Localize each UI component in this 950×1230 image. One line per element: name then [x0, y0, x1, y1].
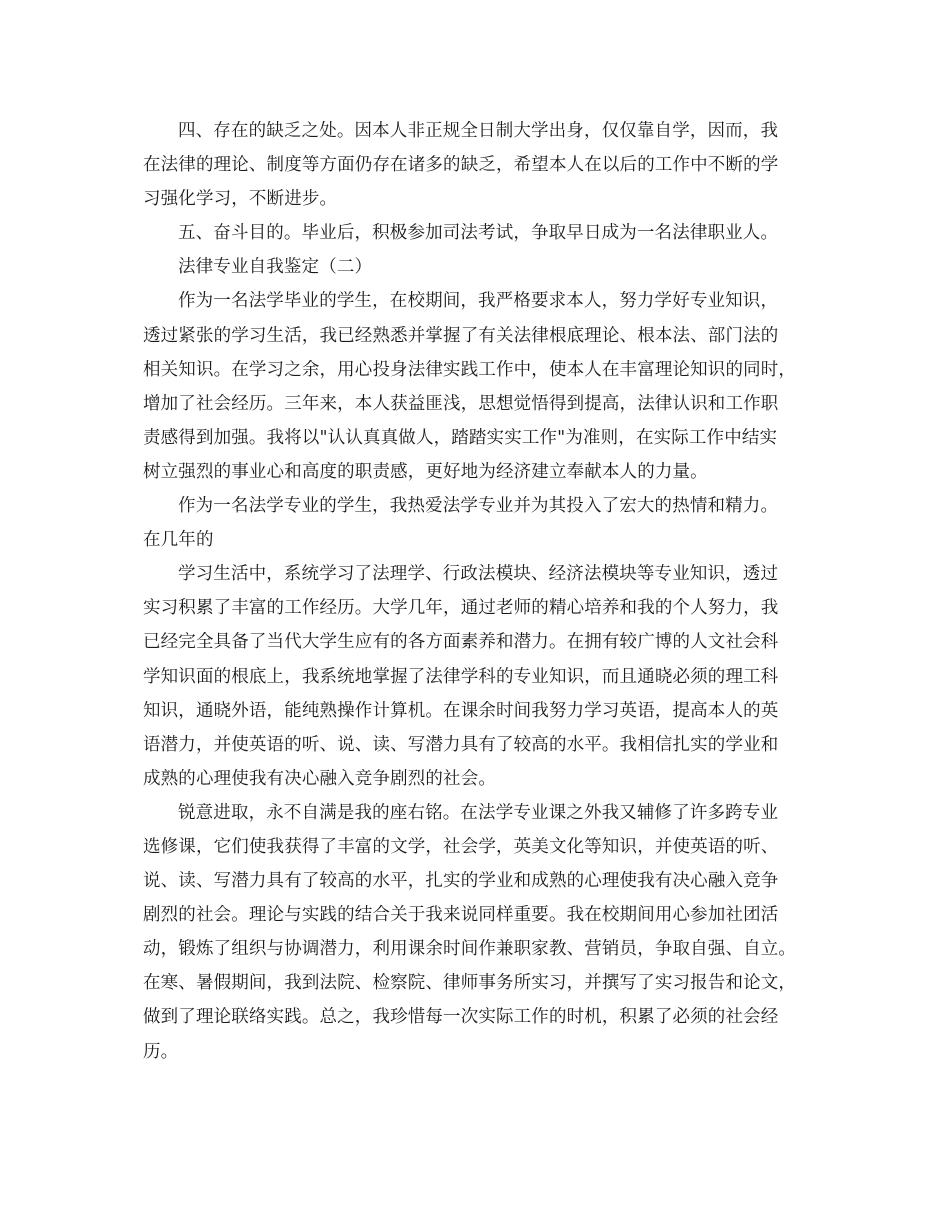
text-line: 动，锻炼了组织与协调潜力，利用课余时间作兼职家教、营销员，争取自强、自立。 [143, 939, 797, 960]
paragraph [143, 250, 808, 284]
text-line: 学知识面的根底上，我系统地掌握了法律学科的专业知识，而且通晓必须的理工科 [143, 666, 779, 687]
text-line: 锐意进取，永不自满是我的座右铭。在法学专业课之外我又辅修了许多跨专业 [178, 802, 779, 823]
text-line: 实习积累了丰富的工作经历。大学几年，通过老师的精心培养和我的个人努力，我 [143, 598, 779, 619]
text-line: 在几年的 [143, 530, 214, 551]
paragraph [143, 796, 808, 1069]
text-line: 法律专业自我鉴定（二） [178, 257, 373, 278]
text-line: 知识，通晓外语，能纯熟操作计算机。在课余时间我努力学习英语，提高本人的英 [143, 700, 779, 721]
text-line: 成熟的心理使我有决心融入竞争剧烈的社会。 [143, 768, 496, 789]
text-line: 树立强烈的事业心和高度的职责感，更好地为经济建立奉献本人的力量。 [143, 461, 708, 482]
text-line: 在寒、暑假期间，我到法院、检察院、律师事务所实习，并撰写了实习报告和论文， [143, 973, 797, 994]
text-line: 选修课，它们使我获得了丰富的文学，社会学，英美文化等知识，并使英语的听、 [143, 836, 779, 857]
text-line: 责感得到加强。我将以"认认真真做人，踏踏实实工作"为准则，在实际工作中结实 [143, 427, 778, 448]
text-line: 五、奋斗目的。毕业后，积极参加司法考试，争取早日成为一名法律职业人。 [178, 223, 779, 244]
text-line: 相关知识。在学习之余，用心投身法律实践工作中，使本人在丰富理论知识的同时， [143, 359, 797, 380]
paragraph [143, 557, 808, 796]
paragraph [143, 489, 808, 557]
text-line: 已经完全具备了当代大学生应有的各方面素养和潜力。在拥有较广博的人文社会科 [143, 632, 779, 653]
text-line: 学习生活中，系统学习了法理学、行政法模块、经济法模块等专业知识，透过 [178, 564, 779, 585]
paragraph [143, 114, 808, 216]
text-line: 作为一名法学毕业的学生，在校期间，我严格要求本人，努力学好专业知识， [178, 291, 779, 312]
text-line: 在法律的理论、制度等方面仍存在诸多的缺乏，希望本人在以后的工作中不断的学 [143, 155, 779, 176]
text-line: 历。 [143, 1041, 179, 1062]
text-line: 做到了理论联络实践。总之，我珍惜每一次实际工作的时机，积累了必须的社会经 [143, 1007, 779, 1028]
text-line: 说、读、写潜力具有了较高的水平，扎实的学业和成熟的心理使我有决心融入竞争 [143, 871, 779, 892]
text-line: 增加了社会经历。三年来，本人获益匪浅，思想觉悟得到提高，法律认识和工作职 [143, 393, 779, 414]
text-line: 作为一名法学专业的学生，我热爱法学专业并为其投入了宏大的热情和精力。 [178, 496, 779, 517]
text-line: 四、存在的缺乏之处。因本人非正规全日制大学出身，仅仅靠自学，因而，我 [178, 121, 779, 141]
paragraph [143, 216, 808, 250]
paragraph [143, 284, 808, 489]
document-page [143, 114, 808, 1069]
text-line: 习强化学习，不断进步。 [143, 189, 338, 210]
text-line: 剧烈的社会。理论与实践的结合关于我来说同样重要。我在校期间用心参加社团活 [143, 905, 779, 926]
text-line: 语潜力，并使英语的听、说、读、写潜力具有了较高的水平。我相信扎实的学业和 [143, 734, 779, 755]
text-line: 透过紧张的学习生活，我已经熟悉并掌握了有关法律根底理论、根本法、部门法的 [143, 325, 779, 346]
